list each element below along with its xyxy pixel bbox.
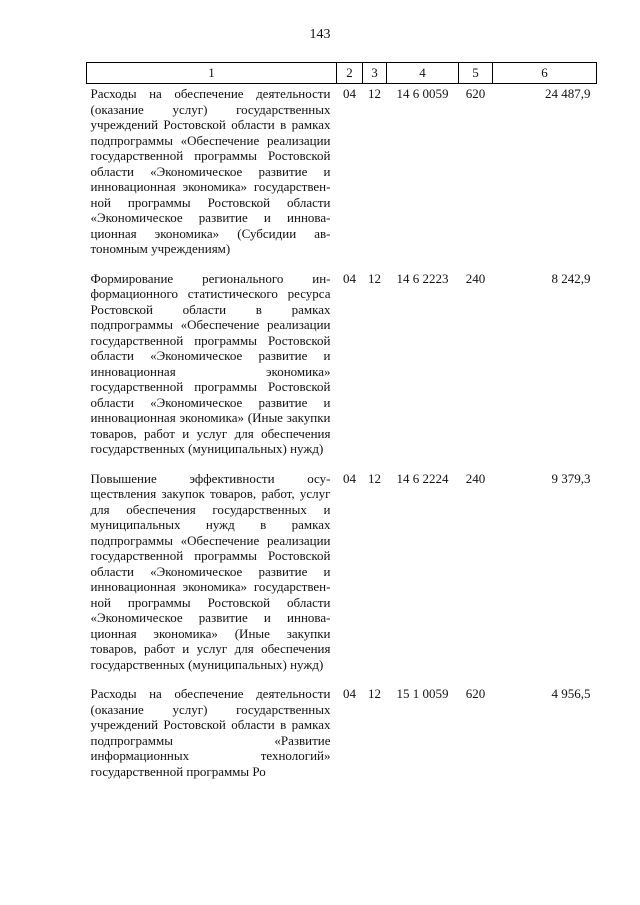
table-row [87,471,597,687]
row-description: Формирование регионального информационного статистического ресурса Ростовской области в рамках подпрограммы «Обеспечение реализации государственной программы Ростовской области «Экономическое развитие и инновационная экономика» государственной программы Ростовской области «Экономическое развитие и инновационная экономика» (Иные закупки товаров, работ и услуг для обеспечения государственных (муниципальных) нужд) [90,270,331,456]
row-expense-type-code: 620 [465,686,486,701]
table-row [87,84,597,271]
row-target-article-code: 14 6 2223 [396,270,449,286]
table-row [87,271,597,471]
page-number: 143 [309,27,331,42]
row-amount: 24 487,9 [545,86,591,101]
row-subsection-code: 12 [368,270,381,286]
row-subsection-code: 12 [368,86,381,101]
row-target-article-code: 14 6 0059 [396,86,449,101]
row-amount: 4 956,5 [551,686,591,701]
row-target-article-code: 15 1 0059 [396,686,449,701]
row-section-code: 04 [343,270,356,286]
row-description: Расходы на обеспечение деятельности (оказание услуг) государственных учреждений Ростовской области в рамках подпрограммы «Развитие информационных технологий» государственной программы Ро [90,686,331,779]
header-cell-1: 1 [87,63,337,84]
header-cell-3: 3 [363,63,387,84]
header-cell-4: 4 [387,63,459,84]
row-description: Повышение эффективности осуществления закупок товаров, работ, услуг для обеспечения государственных и муниципальных нужд в рамках подпрограммы «Обеспечение реализации государственной программы Ростовской области «Экономическое развитие и инновационная экономика» государственной программы Ростовской области «Экономическое развитие и инновационная экономика» (Иные закупки товаров, работ и услуг для обеспечения государственных (муниципальных) нужд) [90,470,331,672]
row-amount: 8 242,9 [551,270,591,286]
table-body [87,84,597,794]
row-subsection-code: 12 [368,470,381,486]
row-description: Расходы на обеспечение деятельности (оказание услуг) государственных учреждений Ростовской области в рамках подпрограммы «Обеспечение реализации государственной программы Ростовской области «Экономическое развитие и инновационная экономика» государственной программы Ростовской области «Экономическое развитие и инновационная экономика» (Субсидии автономным учреждениям) [90,86,331,256]
row-expense-type-code: 240 [465,270,486,286]
header-row [87,63,597,84]
row-subsection-code: 12 [368,686,381,701]
table-header [87,63,597,84]
header-cell-5: 5 [459,63,493,84]
table-row [87,686,597,793]
header-cell-6: 6 [493,63,597,84]
row-expense-type-code: 240 [465,470,486,486]
row-amount: 9 379,3 [551,470,591,486]
row-section-code: 04 [343,470,356,486]
row-expense-type-code: 620 [465,86,486,101]
budget-table [86,62,597,793]
row-section-code: 04 [343,86,356,101]
row-target-article-code: 14 6 2224 [396,470,449,486]
row-section-code: 04 [343,686,356,701]
header-cell-2: 2 [337,63,363,84]
